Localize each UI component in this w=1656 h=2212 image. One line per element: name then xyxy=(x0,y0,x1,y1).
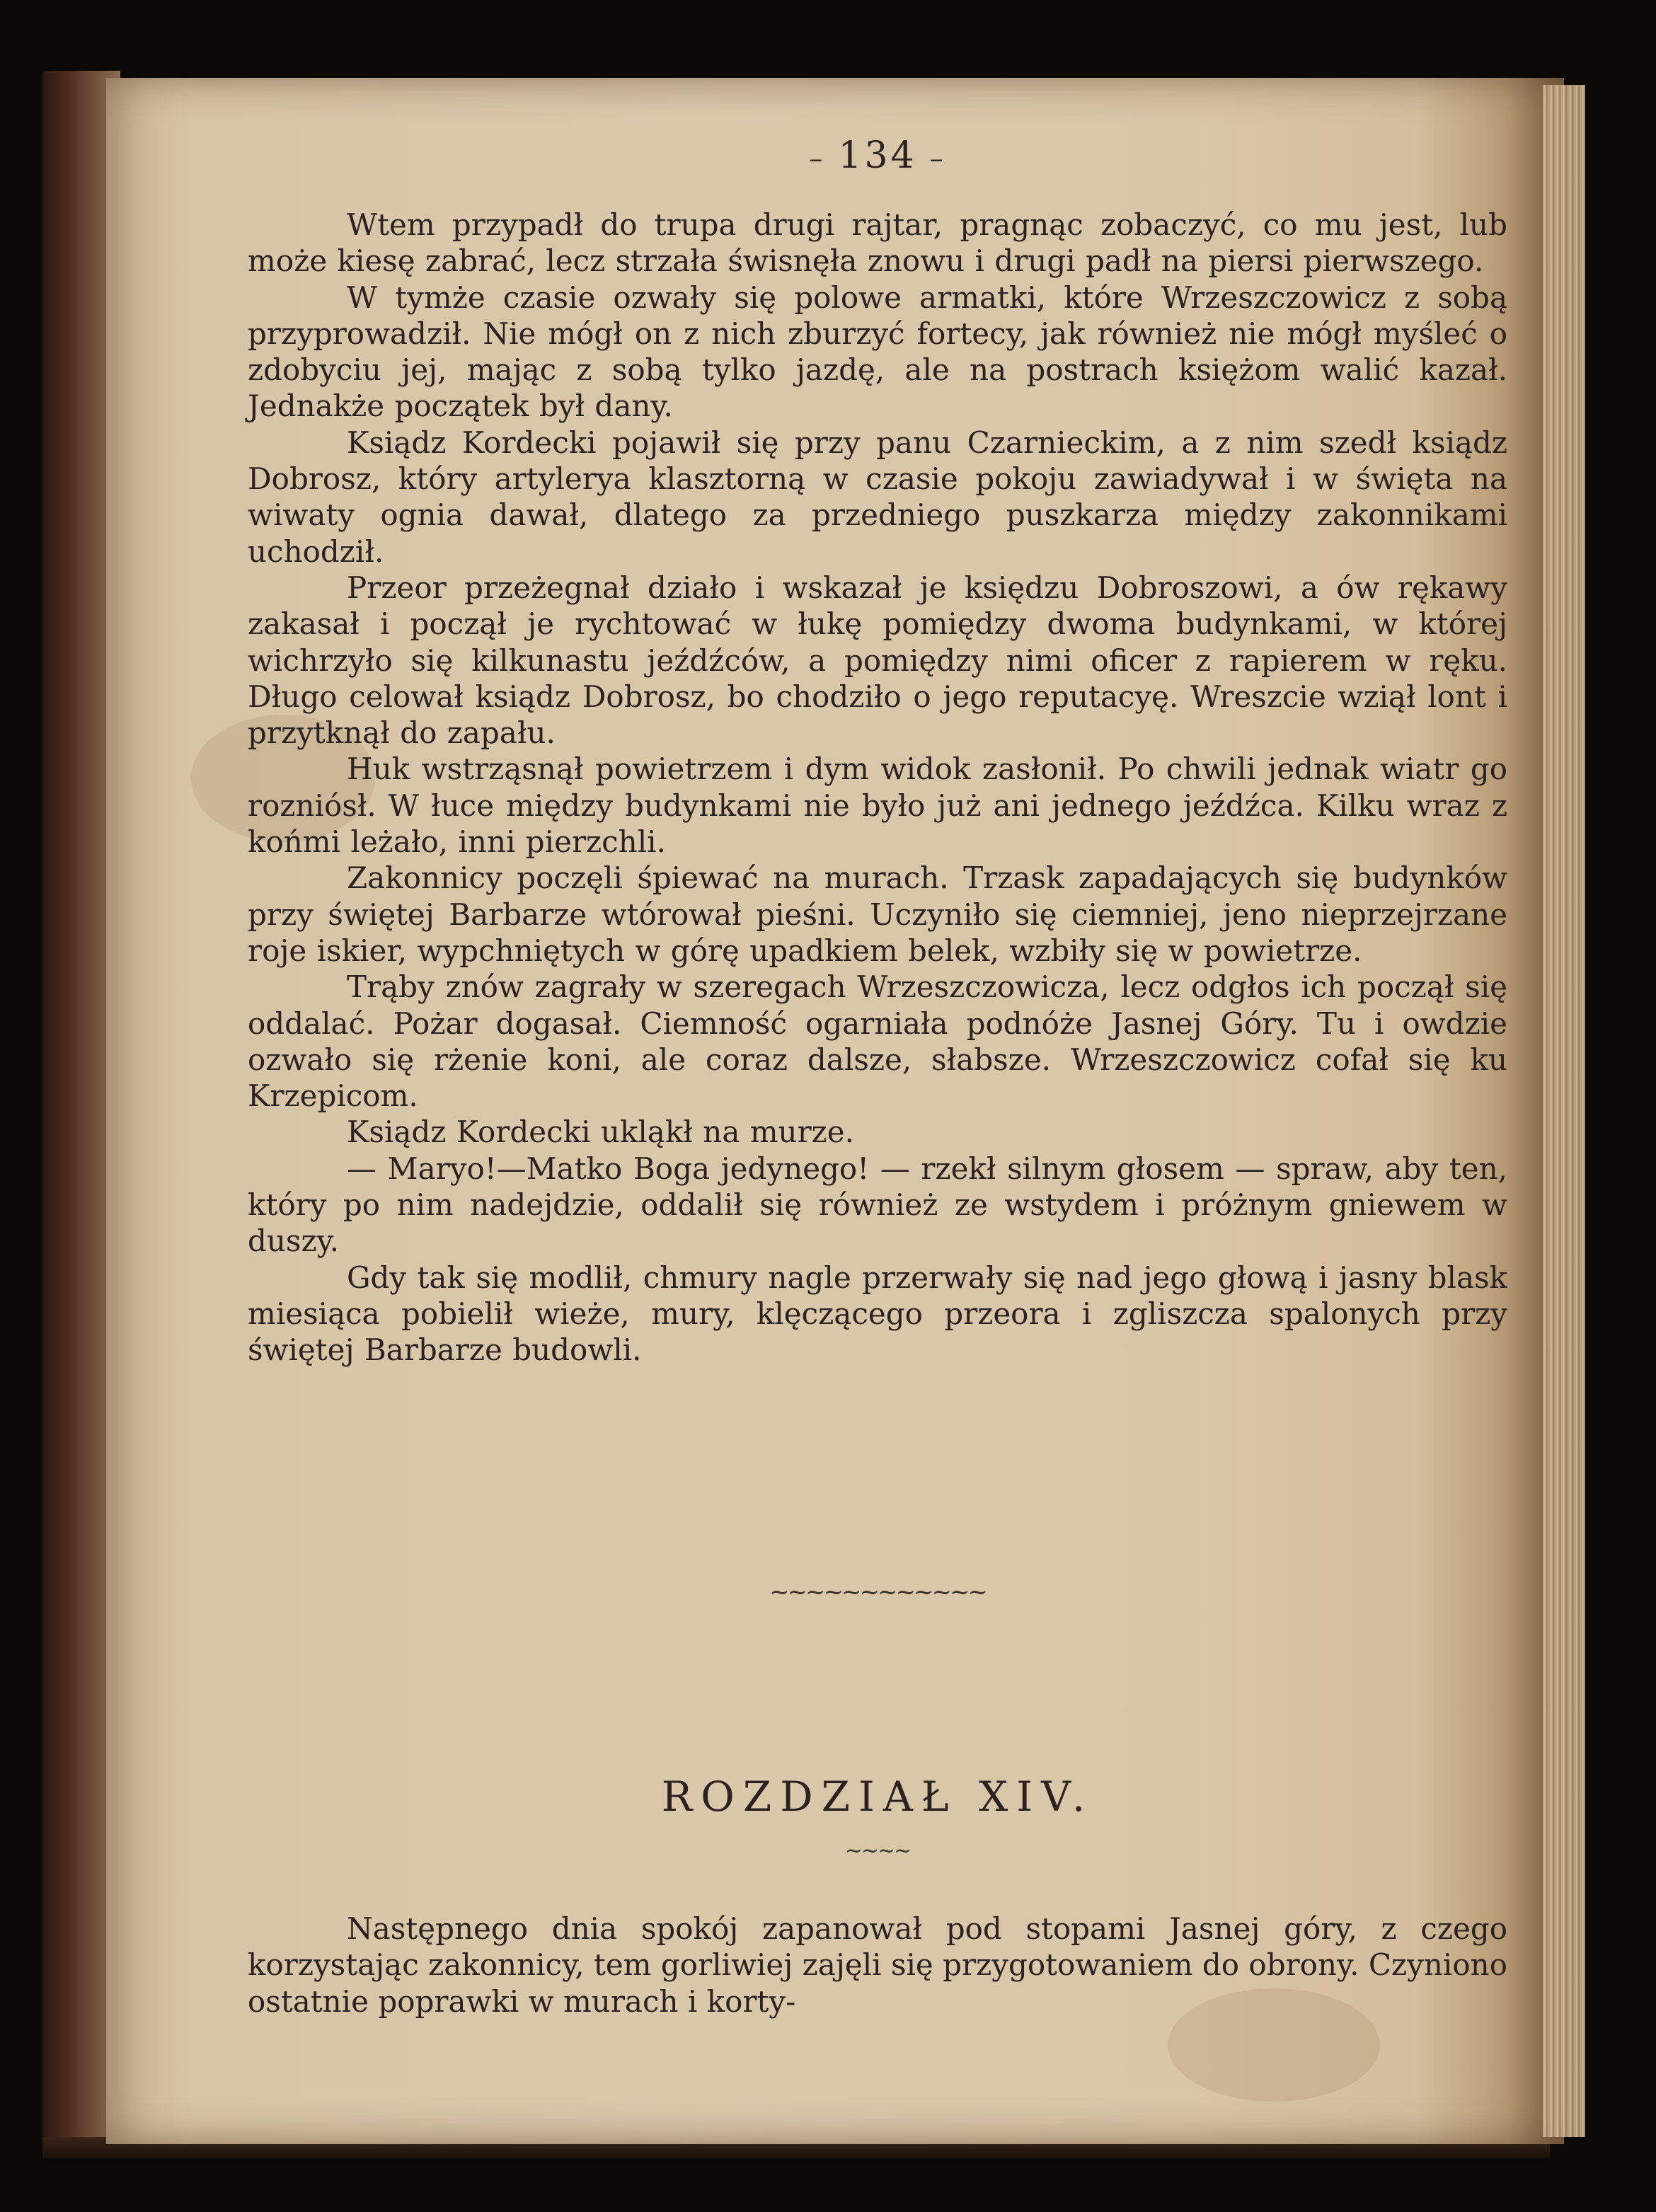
paragraph: Gdy tak się modlił, chmury nagle przerwały się nad jego głową i jasny blask miesiąca pobielił wieże, mury, klęczącego przeora i zgliszcza spalonych przy świętej Barbarze budowli. xyxy=(248,1260,1507,1368)
chapter-text xyxy=(248,1911,1507,2020)
paragraph: Przeor przeżegnał działo i wskazał je księdzu Dobroszowi, a ów rękawy zakasał i począł je rychtować w łukę pomiędzy dwoma budynkami, w której wichrzyło się kilkunastu jeźdźców, a pomiędzy nimi oficer z rapierem w ręku. Długo celował ksiądz Dobrosz, bo chodziło o jego reputacyę. Wreszcie wziął lont i przytknął do zapału. xyxy=(248,570,1507,751)
chapter-title: ROZDZIAŁ XIV. xyxy=(661,1773,1094,1821)
paragraph: — Maryo!—Matko Boga jedynego! — rzekł silnym głosem — spraw, aby ten, który po nim nadejdzie, oddalił się również ze wstydem i próżnym gniewem w duszy. xyxy=(248,1151,1507,1259)
chapter-ornament: ~~~~ xyxy=(844,1838,911,1863)
paragraph: Wtem przypadł do trupa drugi rajtar, pragnąc zobaczyć, co mu jest, lub może kiesę zabrać, lecz strzała świsnęła znowu i drugi padł na piersi pierwszego. xyxy=(248,207,1507,279)
page-number xyxy=(248,134,1507,177)
page-number-dash-left: – xyxy=(809,142,826,174)
body-text xyxy=(248,207,1507,1369)
page-number-dash-right: – xyxy=(929,142,946,174)
paragraph: Huk wstrząsnął powietrzem i dym widok zasłonił. Po chwili jednak wiatr go rozniósł. W łuce między budynkami nie było już ani jednego jeźdźca. Kilku wraz z końmi leżało, inni pierzchli. xyxy=(248,751,1507,860)
paragraph: Trąby znów zagrały w szeregach Wrzeszczowicza, lecz odgłos ich począł się oddalać. Pożar dogasał. Ciemność ogarniała podnóże Jasnej Góry. Tu i owdzie ozwało się rżenie koni, ale coraz dalsze, słabsze. Wrzeszczowicz cofał się ku Krzepicom. xyxy=(248,969,1507,1114)
page-number-value: 134 xyxy=(838,134,917,177)
paragraph: Ksiądz Kordecki ukląkł na murze. xyxy=(347,1114,854,1150)
paragraph: Zakonnicy poczęli śpiewać na murach. Trzask zapadających się budynków przy świętej Barbarze wtórował pieśni. Uczyniło się ciemniej, jeno nieprzejrzane roje iskier, wypchniętych w górę upadkiem belek, wzbiły się w powietrze. xyxy=(248,860,1507,968)
paragraph: W tymże czasie ozwały się polowe armatki, które Wrzeszczowicz z sobą przyprowadził. Nie mógł on z nich zburzyć fortecy, jak również nie mógł myśleć o zdobyciu jej, mając z sobą tylko jazdę, ale na postrach księżom walić kazał. Jednakże początek był dany. xyxy=(248,280,1507,424)
page-stack-edge xyxy=(1543,85,1585,2137)
paragraph: Następnego dnia spokój zapanował pod stopami Jasnej góry, z czego korzystając zakonnicy, tem gorliwiej zajęli się przygotowaniem do obrony. Czyniono ostatnie poprawki w murach i korty- xyxy=(248,1911,1507,2019)
paragraph: Ksiądz Kordecki pojawił się przy panu Czarnieckim, a z nim szedł ksiądz Dobrosz, który artylerya klasztorną w czasie pokoju zawiadywał i w święta na wiwaty ognia dawał, dlatego za przedniego puszkarza między zakonnikami uchodził. xyxy=(248,425,1507,569)
section-end-ornament: ~~~~~~~~~~~~ xyxy=(769,1578,986,1606)
book-page xyxy=(106,78,1564,2144)
